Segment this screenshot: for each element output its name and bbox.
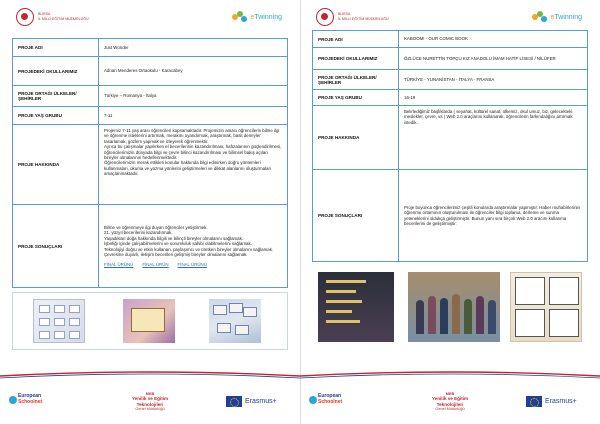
row-key: PROJE HAKKINDA: [313, 106, 399, 169]
project-photo: [123, 299, 175, 343]
table-row: [13, 124, 287, 204]
page-footer: [300, 392, 600, 418]
project-table: [12, 38, 288, 288]
project-photo: [510, 272, 582, 342]
row-value: Proje boyunca öğrencilerimiz çeşitli konularda araştırmalar yapmıştır. Haber muhabirlerinin öğrenme ortamının oluşturulması ile öğrenciler bilgi toplama, derleme ve sunma yeteneklerini oldukça geliştirmiştir. Bunun yanı sıra birçok Web 2.0 aracını kullanma becerilerini de geliştirmiştir.: [404, 204, 580, 226]
ministry-emblem-icon: [16, 8, 34, 26]
row-key: PROJE SONUÇLARI: [313, 170, 399, 261]
meb-yegitek-logo: MEB Yenilik ve Eğitim Teknolojileri Genel Müdürlüğü: [431, 392, 469, 412]
meb-yegitek-logo: MEB Yenilik ve Eğitim Teknolojileri Genel Müdürlüğü: [131, 392, 169, 412]
table-row: [313, 69, 587, 89]
ministry-logo-line: İL MİLLİ EĞİTİM MÜDÜRLÜĞÜ: [338, 17, 389, 21]
result-line: Teknolojiyi doğru ve etkin kullanan, paylaşımcı ve üretken bireyler olmalarını sağlamak.: [104, 246, 274, 252]
etwinning-icon: [532, 11, 548, 23]
row-key: PROJE ADI: [13, 39, 99, 56]
project-photo: [408, 272, 500, 342]
ministry-logo-line: İL MİLLİ EĞİTİM MÜDÜRLÜĞÜ: [38, 17, 89, 21]
table-row: [313, 31, 587, 47]
row-key: PROJE ORTAĞI ÜLKELER/ŞEHİRLER: [313, 70, 399, 89]
european-schoolnet-icon: [309, 396, 317, 404]
result-line: Çevresine duyarlı, iletişim becerileri gelişmiş bireyler olmalarını sağlamak.: [104, 252, 248, 258]
etwinning-logo: eTwinning: [232, 11, 282, 23]
project-photo: [209, 299, 261, 343]
row-key: PROJE ORTAĞI ÜLKELER/ŞEHİRLER: [13, 86, 99, 106]
table-row: [13, 85, 287, 106]
row-key: PROJE SONUÇLARI: [13, 205, 99, 287]
row-value: [99, 205, 287, 287]
row-value: Türkiye – Romanya - İtalya: [104, 93, 157, 99]
table-row: [13, 39, 287, 56]
table-row: [13, 56, 287, 85]
project-photo: [33, 299, 85, 343]
etwinning-icon: [232, 11, 248, 23]
table-row: [13, 106, 287, 124]
about-paragraph: Projemiz 7-11 yaş arası öğrencileri kapsamaktadır. Projemizin amacı öğrencilerin bilme ilgi ve öğrenme isteklerini artırmak, merakını uyandırmak, araştırmak, basit deneyler tasarlamak, gözlem yapmak ve izleyerek öğrenmektir.: [104, 128, 280, 144]
ministry-logo: [16, 8, 89, 26]
ministry-emblem-icon: [316, 8, 334, 26]
row-key: PROJE ADI: [313, 31, 399, 47]
ministry-logo-line: BURSA: [338, 12, 351, 17]
project-table: [312, 30, 588, 262]
row-key: PROJEDEKİ OKULLARIMIZ: [313, 48, 399, 69]
project-photos: [12, 292, 288, 350]
row-key: PROJE YAŞ GRUBU: [313, 90, 399, 105]
table-row: [313, 47, 587, 69]
row-value: KABOOM! - OUR COMIC BOOK: [404, 36, 468, 42]
final-product-link[interactable]: FİNAL ÜRÜNÜ: [104, 261, 134, 267]
final-product-link[interactable]: FİNAL ÜRÜNÜ: [177, 261, 207, 267]
result-line: Yaşadıkları doğa hakkında bilgili ve bilinçli bireyler olmalarını sağlamak.: [104, 235, 244, 241]
footer-divider: [300, 369, 600, 381]
table-row: [313, 169, 587, 261]
table-row: [13, 204, 287, 287]
row-value: [99, 125, 287, 204]
row-value: TÜRKİYE - YUNANİSTAN - İTALYA - FRANSA: [404, 76, 495, 82]
row-value: ÖZLÜCE NURETTİN TOPÇU KIZ ANADOLU İMAM HATİP LİSESİ / NİLÜFER: [404, 55, 556, 61]
table-row: [313, 89, 587, 105]
result-line: Bilme ve öğrenmeye ilgi duyan öğrenciler yetiştirmek.: [104, 225, 208, 231]
row-value: 16-19: [404, 94, 416, 100]
row-value: Adnan Menderes Ortaokulu - Karacabey: [104, 68, 183, 74]
final-product-link[interactable]: FİNAL ÜRÜN: [142, 261, 169, 267]
result-line: İşbirliği içinde çalışabilmelerini ve sorumluluk sahibi olabilmelerini sağlamak.: [104, 241, 252, 247]
erasmus-logo: Erasmus+: [226, 396, 277, 407]
result-line: 21. yüzyıl becerilerini kazandırmak.: [104, 230, 173, 236]
final-product-links: [104, 262, 273, 267]
row-key: PROJE YAŞ GRUBU: [13, 107, 99, 124]
row-value: 7-11: [104, 112, 113, 118]
european-schoolnet-logo: European Schoolnet: [318, 394, 360, 405]
european-schoolnet-logo: European Schoolnet: [18, 394, 60, 405]
ministry-logo: [316, 8, 389, 26]
row-value: Just Wonder: [104, 44, 129, 50]
footer-divider: [0, 369, 300, 381]
right-page: [300, 0, 600, 424]
page-header: [312, 8, 588, 30]
page-header: [12, 8, 288, 30]
project-photo: [318, 272, 394, 342]
ministry-logo-line: BURSA: [38, 12, 51, 17]
row-key: PROJE HAKKINDA: [13, 125, 99, 204]
eu-flag-icon: [526, 396, 542, 407]
row-key: PROJEDEKİ OKULLARIMIZ: [13, 57, 99, 85]
page-footer: [0, 392, 300, 418]
erasmus-logo: Erasmus+: [526, 396, 577, 407]
table-row: [313, 105, 587, 169]
eu-flag-icon: [226, 396, 242, 407]
european-schoolnet-icon: [9, 396, 17, 404]
etwinning-logo: eTwinning: [532, 11, 582, 23]
about-paragraph: Öğrencilerimizin merak ettikleri konular hakkında bilgi edinirken doğru yöntemleri kullanmaları, okuma ve yazma yönlerini geliştirmeleri ve dikkat alanlarını oluşturmaları amaçlanmaktadır.: [104, 160, 272, 177]
about-paragraph: Ayrıca bu çalışmalar yapılırken el becerilerinin kazandırılması, hafızalarının güçlendirilmesi, öğrencilerimizin dünyada bilgi ve çevre bilinci kazandırılması ve bilimsel bakış açıları bireyler olmalarının hedeflenmektedir.: [104, 144, 282, 161]
row-value: Belirlediğimiz başlıklarda ( seyahat, kültürel sanat, ülkemiz, okul umuz, biz, gelecekteki meslekler, çevre, vs ) Web 2.0 araçlarını kullanarak, öğrencilerin farkındalığını artırmak istedik.: [404, 109, 573, 125]
